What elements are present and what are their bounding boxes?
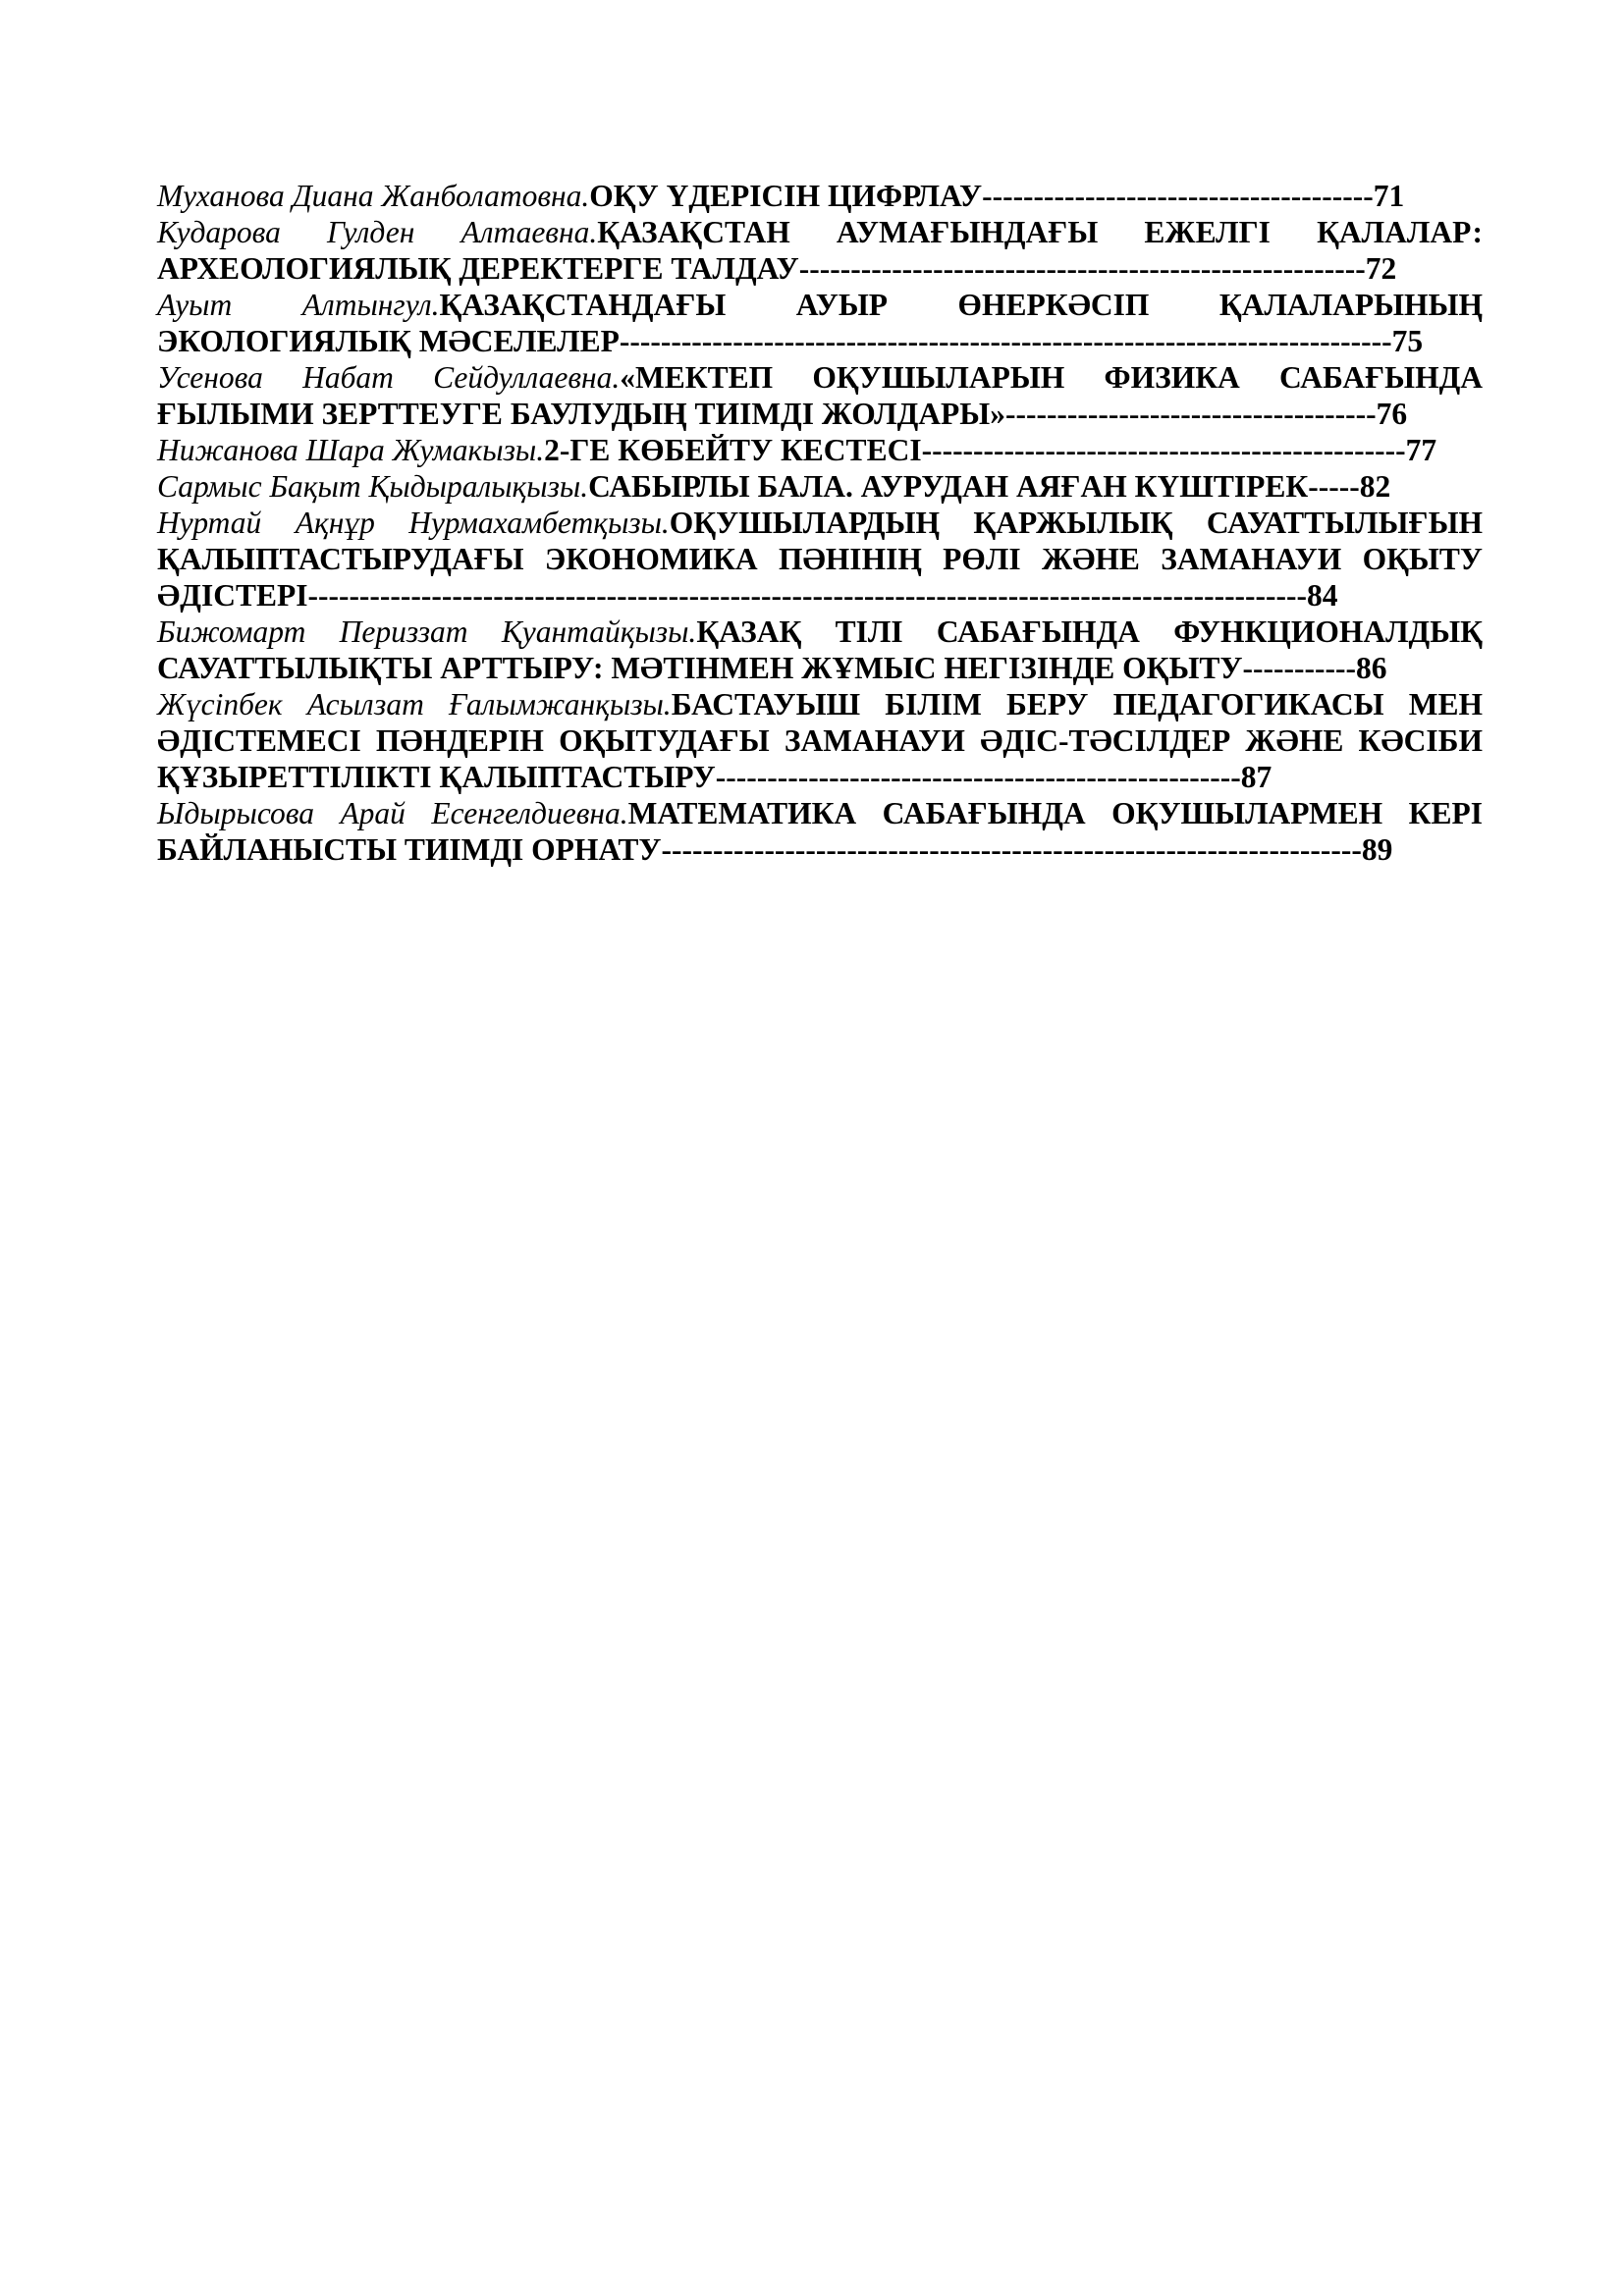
entry-title: МАТЕМАТИКА САБАҒЫНДА ОҚУШЫЛАРМЕН КЕРІ БАЙЛАНЫСТЫ ТИІМДІ ОРНАТУ xyxy=(157,796,1483,867)
entry-title: ҚАЗАҚ ТІЛІ САБАҒЫНДА ФУНКЦИОНАЛДЫҚ САУАТТЫЛЫҚТЫ АРТТЫРУ: МӘТІНМЕН ЖҰМЫС НЕГІЗІНДЕ ОҚЫТУ xyxy=(157,614,1483,685)
entry-page-number: 82 xyxy=(1359,469,1391,504)
entry-title: БАСТАУЫШ БІЛІМ БЕРУ ПЕДАГОГИКАСЫ МЕН ӘДІСТЕМЕСІ ПӘНДЕРІН ОҚЫТУДАҒЫ ЗАМАНАУИ ӘДІС-ТӘСІЛДЕР ЖӘНЕ КӘСІБИ ҚҰЗЫРЕТТІЛІКТІ ҚАЛЫПТАСТЫРУ xyxy=(157,687,1483,794)
entry-page-number: 87 xyxy=(1240,760,1272,794)
entry-page-number: 77 xyxy=(1405,433,1437,467)
entry-leader: --------------------------------------------------------------------------- xyxy=(619,324,1392,358)
entry-page-number: 84 xyxy=(1307,578,1338,613)
entry-author: Ыдырысова Арай Есенгелдиевна. xyxy=(157,796,628,830)
entry-leader: --------------------------------------------------- xyxy=(715,760,1241,794)
entry-author: Нижанова Шара Жумакызы. xyxy=(157,433,545,467)
toc-entry xyxy=(157,359,1483,432)
entry-leader: ----------- xyxy=(1242,651,1356,685)
entry-page-number: 71 xyxy=(1373,179,1405,213)
entry-title: «МЕКТЕП ОҚУШЫЛАРЫН ФИЗИКА САБАҒЫНДА ҒЫЛЫМИ ЗЕРТТЕУГЕ БАУЛУДЫҢ ТИІМДІ ЖОЛДАРЫ» xyxy=(157,360,1484,431)
entry-title: ҚАЗАҚСТАНДАҒЫ АУЫР ӨНЕРКӘСІП ҚАЛАЛАРЫНЫҢ ЭКОЛОГИЯЛЫҚ МӘСЕЛЕЛЕР xyxy=(157,288,1483,358)
entry-title: САБЫРЛЫ БАЛА. АУРУДАН АЯҒАН КҮШТІРЕК xyxy=(588,469,1309,504)
toc-entry xyxy=(157,178,1483,214)
toc-entry xyxy=(157,214,1483,287)
entry-leader: ------------------------------------ xyxy=(1004,397,1377,431)
entry-author: Бижомарт Периззат Қуантайқызы. xyxy=(157,614,697,649)
entry-author: Нуртай Ақнұр Нурмахамбетқызы. xyxy=(157,506,670,540)
entry-leader: ----- xyxy=(1308,469,1360,504)
entry-title: ҚАЗАҚСТАН АУМАҒЫНДАҒЫ ЕЖЕЛГІ ҚАЛАЛАР: АРХЕОЛОГИЯЛЫҚ ДЕРЕКТЕРГЕ ТАЛДАУ xyxy=(157,215,1483,286)
entry-author: Ауыт Алтынгул. xyxy=(157,288,440,322)
entry-author: Кударова Гулден Алтаевна. xyxy=(157,215,598,249)
entry-title: ОҚУШЫЛАРДЫҢ ҚАРЖЫЛЫҚ САУАТТЫЛЫҒЫН ҚАЛЫПТАСТЫРУДАҒЫ ЭКОНОМИКА ПӘНІНІҢ РӨЛІ ЖӘНЕ ЗАМАНАУИ ОҚЫТУ ӘДІСТЕРІ xyxy=(157,506,1484,613)
entry-page-number: 75 xyxy=(1391,324,1424,358)
entry-leader: ----------------------------------------------- xyxy=(921,433,1406,467)
table-of-contents xyxy=(157,178,1483,868)
toc-entry xyxy=(157,287,1483,359)
entry-author: Жүсіпбек Асылзат Ғалымжанқызы. xyxy=(157,687,672,721)
entry-leader: ------------------------------------------------------- xyxy=(798,251,1366,286)
toc-entry xyxy=(157,614,1483,686)
toc-entry xyxy=(157,468,1483,505)
entry-page-number: 86 xyxy=(1355,651,1387,685)
entry-author: Усенова Набат Сейдуллаевна. xyxy=(157,360,621,395)
entry-title: ОҚУ ҮДЕРІСІН ЦИФРЛАУ xyxy=(589,179,983,213)
entry-page-number: 76 xyxy=(1376,397,1408,431)
entry-leader: -------------------------------------- xyxy=(982,179,1374,213)
entry-page-number: 72 xyxy=(1365,251,1397,286)
entry-author: Муханова Диана Жанболатовна. xyxy=(157,179,590,213)
toc-entry xyxy=(157,505,1483,614)
entry-author: Сармыс Бақыт Қыдыралықызы. xyxy=(157,469,589,504)
entry-leader: ------------------------------------------------------------------------------------------------- xyxy=(307,578,1307,613)
toc-entry xyxy=(157,795,1483,868)
toc-entry xyxy=(157,686,1483,795)
entry-leader: -------------------------------------------------------------------- xyxy=(661,832,1362,867)
entry-title: 2-ГЕ КӨБЕЙТУ КЕСТЕСІ xyxy=(544,433,922,467)
entry-page-number: 89 xyxy=(1361,832,1393,867)
toc-entry xyxy=(157,432,1483,468)
